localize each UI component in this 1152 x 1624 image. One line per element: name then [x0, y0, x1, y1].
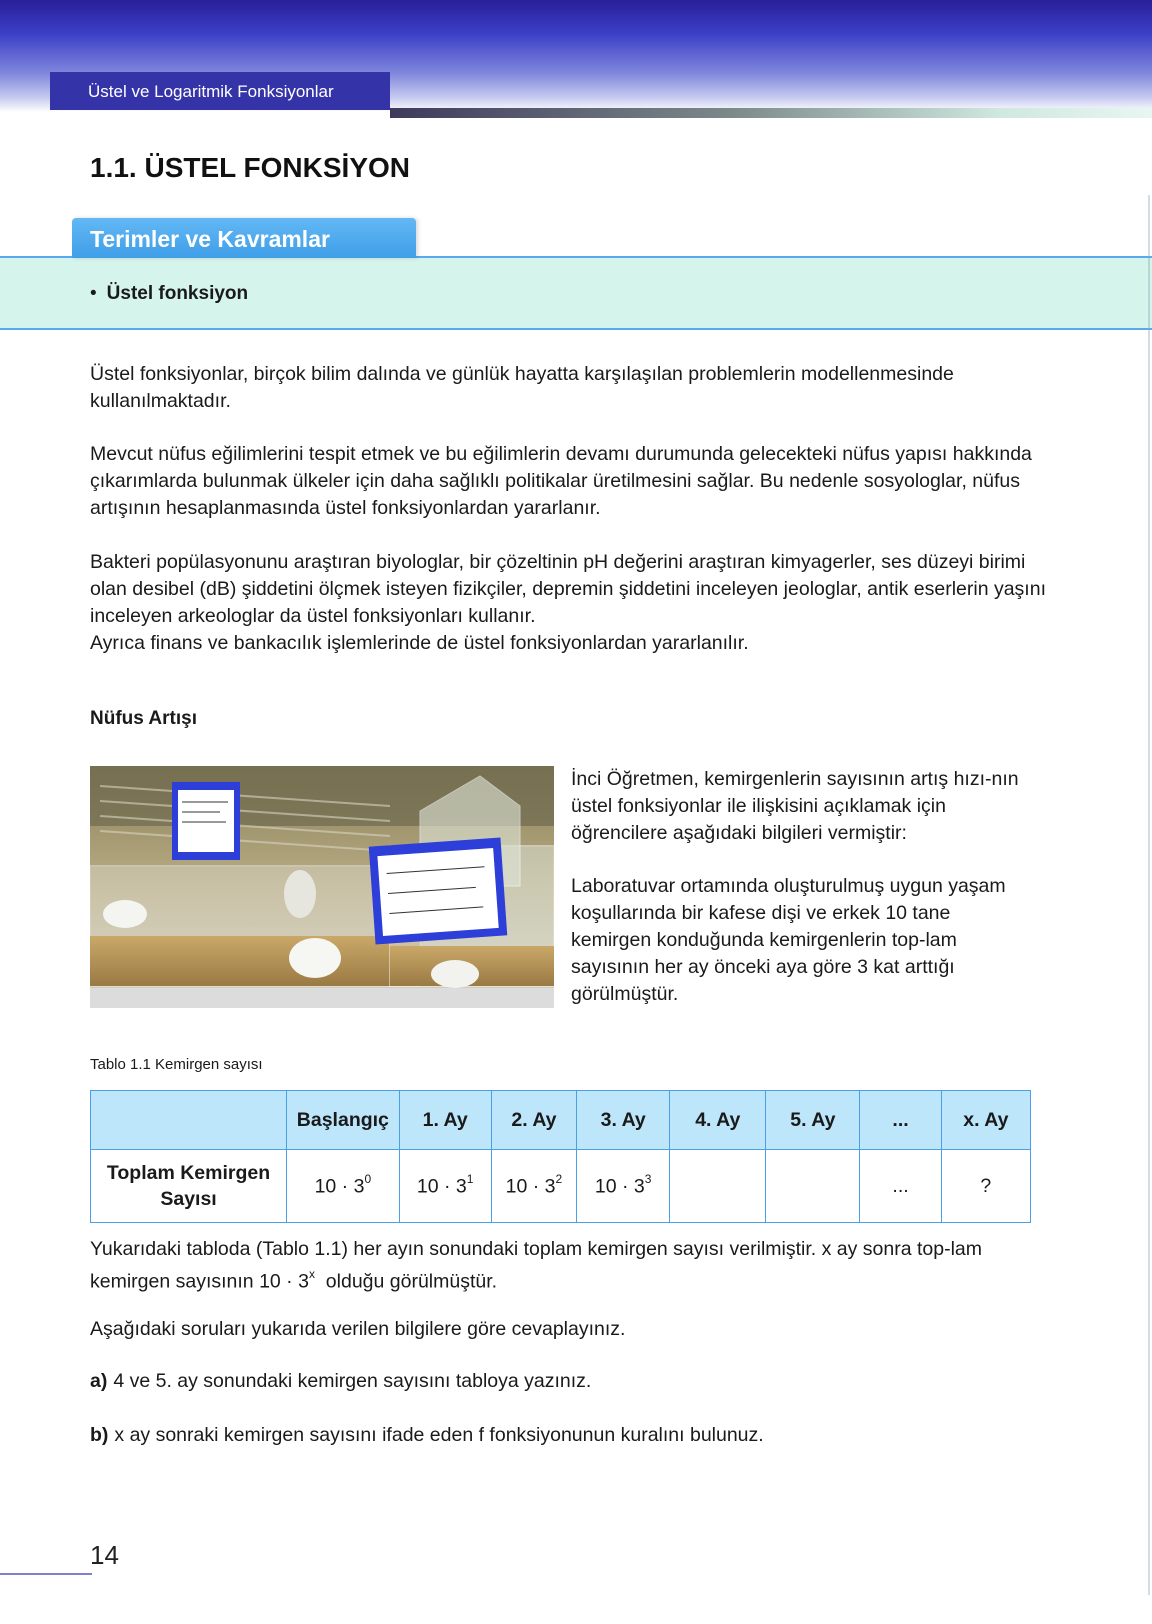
- page-number: 14: [90, 1540, 119, 1570]
- table-cell: [287, 1150, 400, 1223]
- rodent-count-table: [90, 1090, 1031, 1223]
- header-cell: 3. Ay: [577, 1091, 670, 1150]
- header-cell: ...: [860, 1091, 941, 1150]
- section-title: 1.1. ÜSTEL FONKSİYON: [90, 152, 410, 183]
- bullet-icon: •: [90, 283, 97, 304]
- cell-value: 10 · 3: [416, 1175, 467, 1198]
- after-paragraph-1: [90, 1236, 1050, 1296]
- header-rule: [390, 108, 1152, 118]
- table-row: [91, 1150, 1031, 1223]
- table-cell: [860, 1150, 941, 1223]
- terms-tab: Terimler ve Kavramlar: [72, 218, 416, 258]
- cell-exponent: 0: [364, 1171, 372, 1186]
- header-cell: 2. Ay: [491, 1091, 576, 1150]
- chapter-tab-label: Üstel ve Logaritmik Fonksiyonlar: [88, 82, 334, 101]
- table-cell: [577, 1150, 670, 1223]
- cell-value: 10 · 3: [505, 1175, 556, 1198]
- rodent-cage-image: [90, 766, 554, 1008]
- cell-value: ?: [980, 1174, 992, 1197]
- intro-paragraph-4: Ayrıca finans ve bankacılık işlemlerinde de üstel fonksiyonlardan yararlanılır.: [90, 632, 749, 654]
- table-cell: [491, 1150, 576, 1223]
- formula-base: 10 · 3: [259, 1270, 309, 1293]
- cell-exponent: 1: [466, 1171, 474, 1186]
- header-cell: 4. Ay: [670, 1091, 766, 1150]
- page-number-rule: [0, 1573, 92, 1575]
- lab-cage-photo: [90, 766, 554, 1008]
- intro-paragraph-2: Mevcut nüfus eğilimlerini tespit etmek ve bu eğilimlerin devamı durumunda gelecekteki nüfus yapısı hakkında çıkarımlarda bulunmak ülkeler için daha sağlıklı politikalar üretilmesini sağlar. Bu nedenle sosyologlar, nüfus artışının hesaplanmasında üstel fonksiyonlardan yararlanır.: [90, 443, 1032, 519]
- after-text-a: Yukarıdaki tabloda (Tablo 1.1) her ayın sonundaki toplam kemirgen sayısı verilmiştir. x ay sonra top-lam kemirgen sayısının: [90, 1238, 983, 1293]
- terms-item-label: Üstel fonksiyon: [106, 283, 249, 304]
- question-a-text: 4 ve 5. ay sonundaki kemirgen sayısını tabloya yazınız.: [113, 1370, 592, 1392]
- side-paragraph-2: Laboratuvar ortamında oluşturulmuş uygun yaşam koşullarında bir kafese dişi ve erkek 10 tane kemirgen konduğunda kemirgenlerin top-lam sayısının her ay önceki aya göre 3 kat arttığı görülmüştür.: [571, 875, 1006, 1005]
- table-cell: [399, 1150, 491, 1223]
- cell-value: 10 · 3: [594, 1175, 645, 1198]
- table-cell-empty[interactable]: [670, 1150, 766, 1223]
- side-paragraph-1: İnci Öğretmen, kemirgenlerin sayısının artış hızı-nın üstel fonksiyonlar ile ilişkisini açıklamak için öğrencilere aşağıdaki bilgileri vermiştir:: [571, 768, 1019, 844]
- formula-exponent: x: [308, 1267, 315, 1281]
- subsection-heading: Nüfus Artışı: [90, 708, 197, 729]
- question-b-label: b): [90, 1424, 109, 1446]
- question-b: [90, 1424, 764, 1447]
- intro-paragraph-1: Üstel fonksiyonlar, birçok bilim dalında ve günlük hayatta karşılaşılan problemlerin modellenmesinde kullanılmaktadır.: [90, 363, 954, 412]
- margin-rule: [1148, 195, 1150, 1595]
- question-a-label: a): [90, 1370, 108, 1392]
- header-cell-empty: [91, 1091, 287, 1150]
- header-cell: 1. Ay: [399, 1091, 491, 1150]
- question-b-text: x ay sonraki kemirgen sayısını ifade eden f fonksiyonunun kuralını bulunuz.: [114, 1424, 764, 1446]
- intro-paragraph-3: Bakteri popülasyonunu araştıran biyologlar, bir çözeltinin pH değerini araştıran kimyagerler, ses düzeyi birimi olan desibel (dB) şiddetini ölçmek isteyen fizikçiler, depremin şiddetini inceleyen jeologlar, antik eserlerin yaşını inceleyen arkeologlar da üstel fonksiyonları kullanır.: [90, 551, 1046, 627]
- header-cell: 5. Ay: [766, 1091, 860, 1150]
- terms-item: [90, 283, 248, 305]
- cell-exponent: 2: [555, 1171, 563, 1186]
- cell-exponent: 3: [644, 1171, 652, 1186]
- chapter-tab: [50, 72, 390, 110]
- table-caption: Tablo 1.1 Kemirgen sayısı: [90, 1056, 263, 1073]
- table-cell: [941, 1150, 1030, 1223]
- header-cell: x. Ay: [941, 1091, 1030, 1150]
- question-a: [90, 1370, 591, 1393]
- after-text-b: olduğu görülmüştür.: [325, 1270, 498, 1293]
- after-paragraph-2: Aşağıdaki soruları yukarıda verilen bilgilere göre cevaplayınız.: [90, 1318, 626, 1340]
- header-cell: Başlangıç: [287, 1091, 400, 1150]
- cell-value: ...: [892, 1174, 909, 1197]
- cell-value: 10 · 3: [314, 1175, 365, 1198]
- row-label: Toplam Kemirgen Sayısı: [91, 1150, 287, 1223]
- table-cell-empty[interactable]: [766, 1150, 860, 1223]
- table-header-row: [91, 1091, 1031, 1150]
